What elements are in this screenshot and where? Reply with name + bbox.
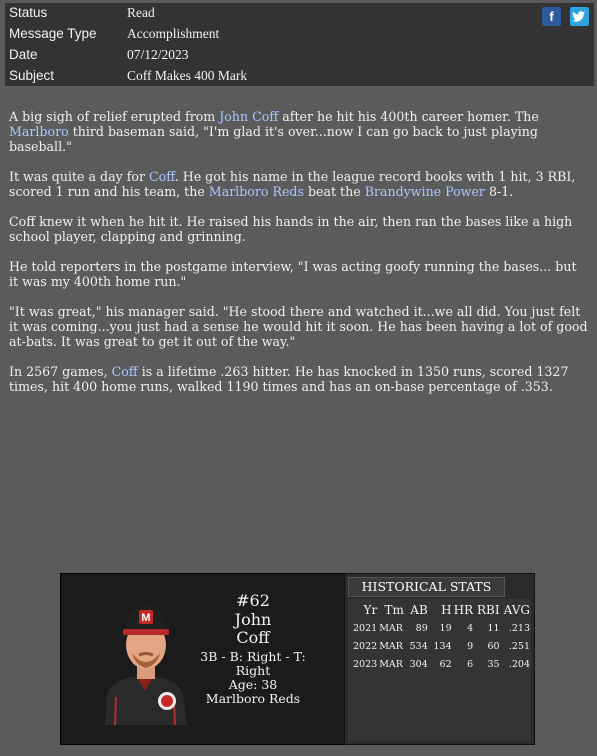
cap-logo-letter: M	[141, 612, 151, 624]
table-row	[352, 655, 531, 673]
player-position: 3B - B: Right - T: Right	[200, 649, 306, 678]
team-link[interactable]: Marlboro Reds	[208, 184, 304, 199]
cell-tm: MAR	[379, 622, 403, 634]
player-link[interactable]: Coff	[111, 364, 138, 379]
historical-stats-panel	[344, 573, 535, 745]
col-avg: AVG	[503, 603, 530, 617]
message-type-value: Accomplishment	[127, 26, 220, 41]
player-team: Marlboro Reds	[205, 691, 301, 706]
col-tm: Tm	[384, 603, 404, 617]
player-link[interactable]: John Coff	[219, 109, 279, 124]
cell-rbi: 11	[487, 622, 500, 634]
text: It was quite a day for	[9, 169, 149, 184]
cell-rbi: 35	[487, 658, 500, 670]
date-label: Date	[9, 47, 38, 62]
col-yr: Yr	[363, 603, 378, 617]
cell-tm: MAR	[379, 640, 403, 652]
team-link[interactable]: Marlboro	[9, 124, 69, 139]
text: A big sigh of relief erupted from	[9, 109, 220, 124]
cell-hr: 4	[467, 622, 474, 634]
article-body	[9, 109, 589, 409]
table-row	[352, 637, 531, 655]
player-number: #62	[236, 591, 270, 610]
cell-hr: 6	[467, 658, 474, 670]
player-info	[183, 591, 323, 706]
historical-stats-title: HISTORICAL STATS	[348, 577, 505, 597]
message-header	[5, 3, 594, 86]
date-value: 07/12/2023	[127, 47, 189, 62]
col-hr: HR	[453, 603, 474, 617]
cell-yr: 2021	[353, 622, 378, 634]
col-h: H	[441, 603, 452, 617]
text: after he hit his 400th career homer. The	[278, 109, 539, 124]
player-photo	[101, 595, 189, 725]
facebook-share-icon[interactable]: f	[542, 7, 561, 26]
cell-ab: 534	[409, 640, 428, 652]
cell-h: 134	[433, 640, 452, 652]
cell-h: 62	[439, 658, 452, 670]
col-ab: AB	[410, 603, 428, 617]
cell-avg: .213	[508, 622, 530, 634]
text: . He got his name in the league record books with 1 hit, 3 RBI, scored 1 run and his team, the	[9, 169, 576, 199]
cell-rbi: 60	[487, 640, 500, 652]
text: In 2567 games,	[9, 364, 112, 379]
opponent-team-link[interactable]: Brandywine Power	[364, 184, 485, 199]
message-type-label: Message Type	[9, 26, 97, 41]
player-link[interactable]: Coff	[148, 169, 175, 184]
cell-tm: MAR	[379, 658, 403, 670]
text: 8-1.	[484, 184, 514, 199]
cell-avg: .204	[508, 658, 530, 670]
text: beat the	[303, 184, 365, 199]
cell-h: 19	[439, 622, 452, 634]
subject-value: Coff Makes 400 Mark	[127, 68, 248, 83]
status-label: Status	[9, 5, 48, 20]
subject-label: Subject	[9, 68, 55, 83]
player-first-name: John	[234, 610, 272, 629]
cell-yr: 2023	[353, 658, 378, 670]
text: is a lifetime .263 hitter. He has knocked in 1350 runs, scored 1327 times, hit 400 home runs, walked 1190 times and has an on-base percentage of .353.	[9, 364, 569, 394]
stats-header-row	[352, 601, 531, 619]
article-paragraph: He told reporters in the postgame interview, "I was acting goofy running the bases... but it was my 400th home run."	[9, 259, 577, 289]
cell-avg: .251	[508, 640, 530, 652]
cell-hr: 9	[467, 640, 474, 652]
twitter-bird-icon	[570, 7, 589, 26]
article-paragraph: Coff knew it when he hit it. He raised his hands in the air, then ran the bases like a high school player, clapping and grinning.	[9, 214, 573, 244]
article-paragraph: "It was great," his manager said. "He stood there and watched it...we all did. You just felt it was coming...you just had a sense he would hit it soon. He has been having a lot of good at-bats. It was great to get it out of the way."	[9, 304, 588, 349]
article-paragraph	[9, 364, 589, 394]
player-card[interactable]	[60, 573, 347, 745]
cell-yr: 2022	[353, 640, 378, 652]
article-paragraph	[9, 109, 589, 154]
player-last-name: Coff	[236, 628, 270, 647]
cell-ab: 89	[415, 622, 428, 634]
col-rbi: RBI	[476, 603, 500, 617]
player-age: Age: 38	[228, 677, 278, 692]
stats-table	[352, 601, 531, 673]
twitter-share-icon[interactable]	[570, 7, 589, 26]
stats-table-container	[348, 599, 531, 741]
cell-ab: 304	[409, 658, 428, 670]
status-value: Read	[127, 5, 155, 20]
text: third baseman said, "I'm glad it's over...now I can go back to just playing baseball."	[9, 124, 538, 154]
article-paragraph	[9, 169, 589, 199]
table-row	[352, 619, 531, 637]
